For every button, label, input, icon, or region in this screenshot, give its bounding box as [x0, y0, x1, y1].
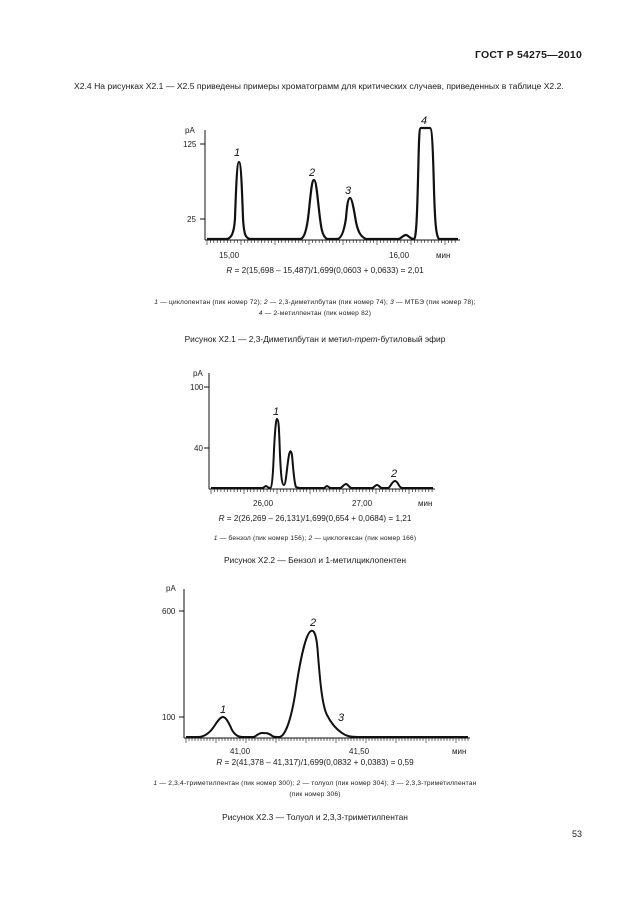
fig2-peak-2-label: 2 [391, 468, 398, 480]
fig2-y-unit: pA [193, 369, 203, 378]
chromatogram-1 [0, 110, 630, 270]
fig3-legend: 1 — 2,3,4-триметилпентан (пик номер 300); 2 — толуол (пик номер 304); 3 — 2,3,3-триметилпентан (пик номер 306) [153, 780, 477, 798]
fig1-y-tick-25: 25 [187, 215, 196, 224]
chromatogram-1-trace [207, 128, 458, 239]
fig3-y-tick-100: 100 [162, 713, 176, 722]
fig2-caption: Рисунок X2.2 — Бензол и 1-метилциклопентен [223, 555, 407, 565]
standard-header: ГОСТ Р 54275—2010 [474, 49, 582, 61]
fig3-x-unit: мин [452, 747, 467, 756]
fig2-y-tick-100: 100 [190, 383, 204, 392]
chromatogram-3-trace [186, 631, 468, 737]
fig2-x-tick-26: 26,00 [253, 499, 274, 508]
fig1-x-tick-16: 16,00 [389, 251, 410, 260]
fig1-x-unit: мин [436, 251, 451, 260]
fig1-formula: R = 2(15,698 – 15,487)/1,699(0,0603 + 0,0633) = 2,01 [226, 266, 424, 275]
page-number: 53 [571, 829, 582, 839]
fig3-y-unit: pA [166, 584, 176, 593]
fig3-y-tick-600: 600 [162, 607, 176, 616]
fig1-legend: 1 — циклопентан (пик номер 72); 2 — 2,3-диметилбутан (пик номер 74); 3 — МТБЭ (пик номер 78); 4 — 2-метилпентан (пик номер 82) [154, 299, 476, 317]
fig3-caption: Рисунок X2.3 — Толуол и 2,3,3-триметилпентан [222, 812, 408, 822]
fig2-formula: R = 2(26,269 – 26,131)/1,699(0,654 + 0,0684) = 1,21 [218, 514, 412, 523]
fig1-peak-3-label: 3 [345, 185, 352, 197]
fig1-peak-1-label: 1 [234, 147, 241, 159]
fig3-peak-3-label: 3 [338, 712, 345, 724]
fig2-y-tick-40: 40 [194, 444, 203, 453]
fig2-x-tick-27: 27,00 [352, 499, 373, 508]
fig3-x-tick-41-5: 41,50 [349, 747, 370, 756]
fig3-peak-1-label: 1 [220, 704, 227, 716]
fig1-peak-4-label: 4 [421, 115, 428, 127]
fig3-peak-2-label: 2 [310, 617, 317, 629]
fig1-y-tick-125: 125 [183, 140, 197, 149]
chromatogram-2 [0, 365, 630, 515]
fig2-peak-1-label: 1 [273, 406, 280, 418]
fig3-formula: R = 2(41,378 – 41,317)/1,699(0,0832 + 0,0383) = 0,59 [216, 758, 414, 767]
fig1-y-unit: pA [185, 126, 195, 135]
fig2-legend: 1 — бензол (пик номер 156); 2 — циклогексан (пик номер 166) [213, 535, 417, 542]
fig1-x-tick-15: 15,00 [219, 251, 240, 260]
fig3-x-tick-41: 41,00 [230, 747, 251, 756]
intro-paragraph: X2.4 На рисунках X2.1 — X2.5 приведены примеры хроматограмм для критических случаев, приведенных в таблице X2.2. [74, 81, 564, 91]
chromatogram-3 [0, 575, 630, 775]
chromatogram-2-trace [211, 419, 433, 488]
fig1-peak-2-label: 2 [309, 167, 316, 179]
fig1-caption: Рисунок X2.1 — 2,3-Диметилбутан и метил-трет-бутиловый эфир [184, 334, 446, 344]
fig2-x-unit: мин [418, 499, 433, 508]
